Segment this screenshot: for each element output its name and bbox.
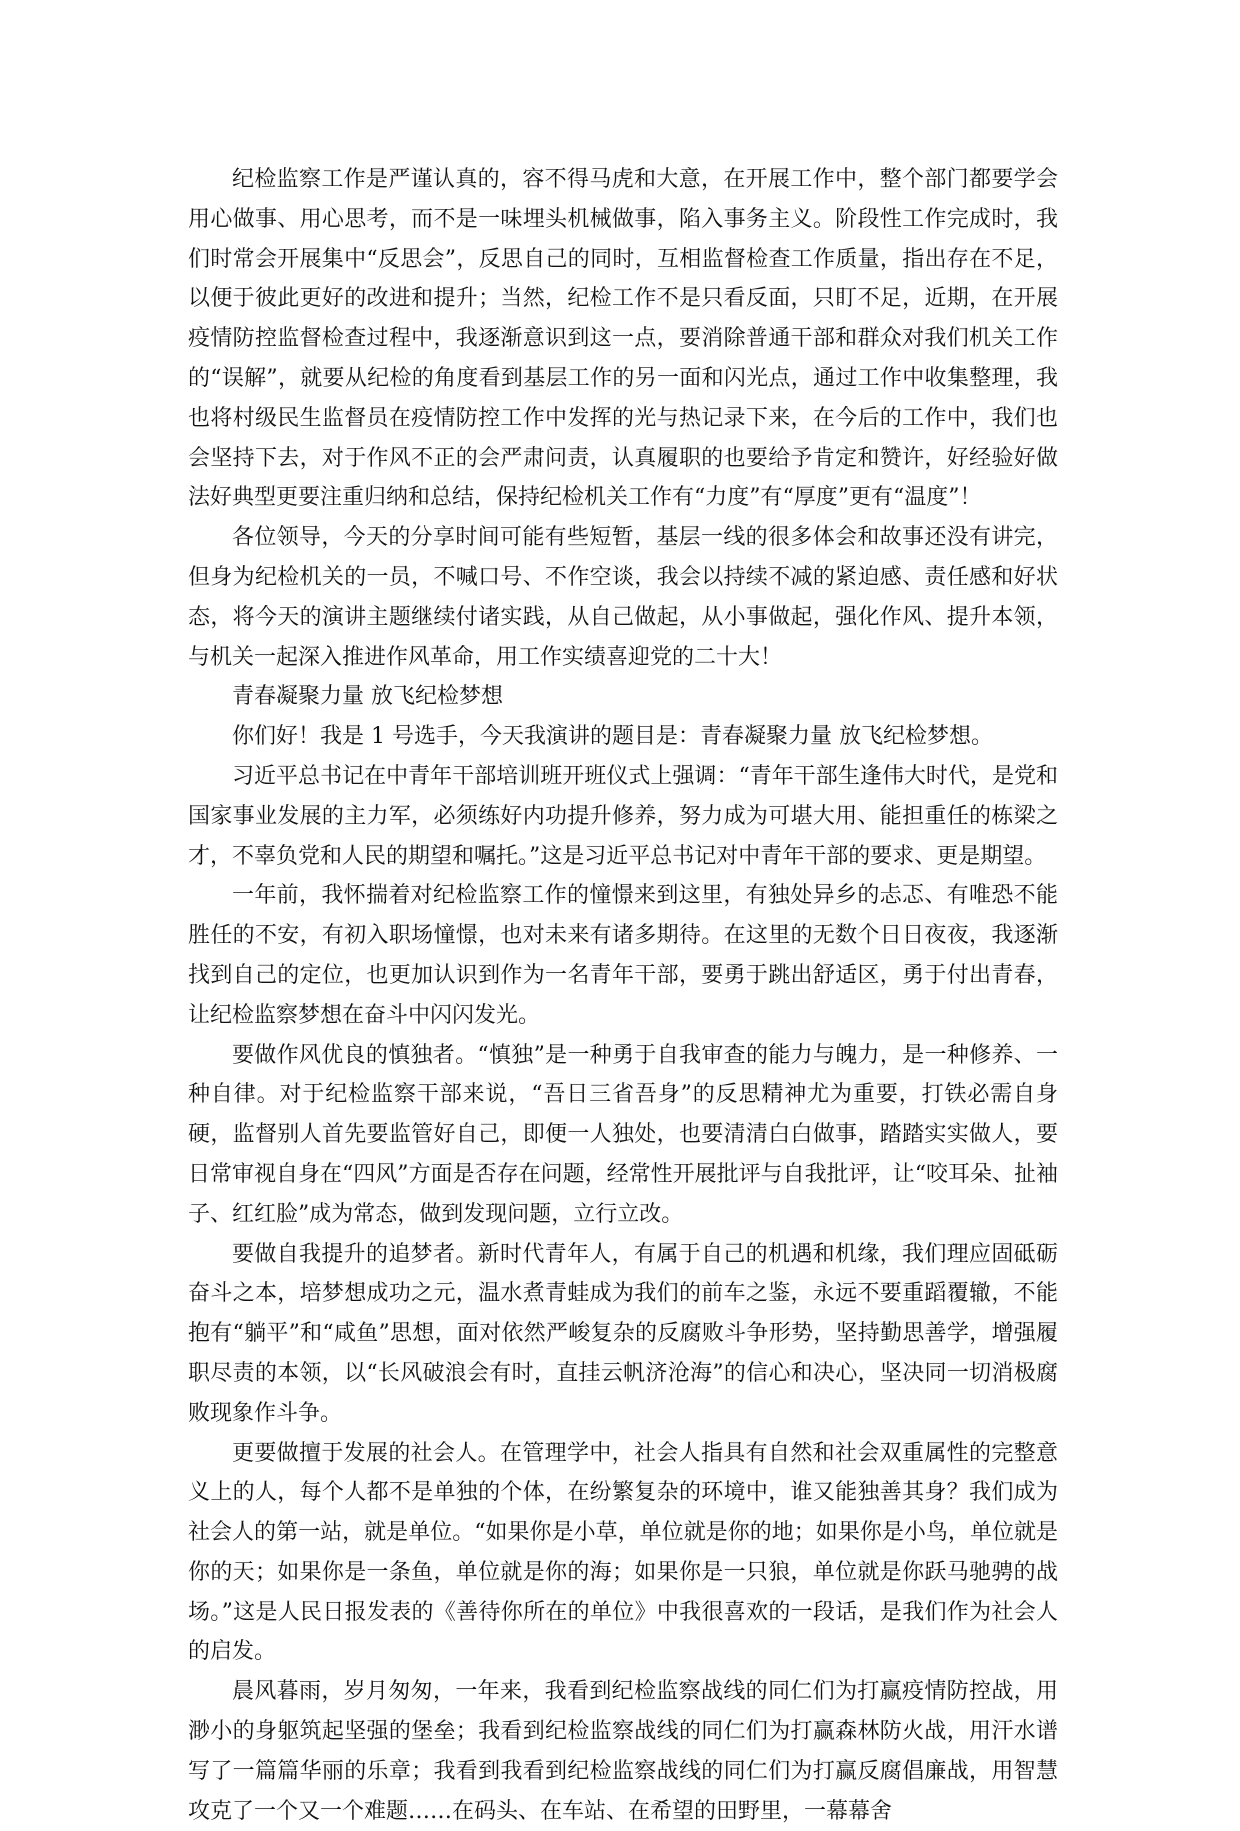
paragraph-closing: 晨风暮雨，岁月匆匆，一年来，我看到纪检监察战线的同仁们为打赢疫情防控战，用渺小的身躯筑起坚强的堡垒；我看到纪检监察战线的同仁们为打赢森林防火战，用汗水谱写了一篇篇华丽的乐章；我看到我看到纪检监察战线的同仁们为打赢反腐倡廉战，用智慧攻克了一个又一个难题……在码头、在车站、在希望的田野里，一幕幕舍 xyxy=(188,1679,1058,1824)
paragraph-quote: 习近平总书记在中青年干部培训班开班仪式上强调：“青年干部生逢伟大时代，是党和国家事业发展的主力军，必须练好内功提升修养，努力成为可堪大用、能担重任的栋梁之才，不辜负党和人民的期望和嘱托。”这是习近平总书记对中青年干部的要求、更是期望。 xyxy=(188,763,1058,869)
document-body xyxy=(188,160,1058,1831)
paragraph-greeting: 你们好！我是 1 号选手，今天我演讲的题目是：青春凝聚力量 放飞纪检梦想。 xyxy=(232,724,993,750)
speech-title: 青春凝聚力量 放飞纪检梦想 xyxy=(232,684,503,710)
paragraph-self-improvement: 要做自我提升的追梦者。新时代青年人，有属于自己的机遇和机缘，我们理应固砥砺奋斗之本，培梦想成功之元，温水煮青蛙成为我们的前车之鉴，永远不要重蹈覆辙，不能抱有“躺平”和“咸鱼”思想，面对依然严峻复杂的反腐败斗争形势，坚持勤思善学，增强履职尽责的本领，以“长风破浪会有时，直挂云帆济沧海”的信心和决心，坚决同一切消极腐败现象作斗争。 xyxy=(188,1241,1058,1426)
paragraph-2: 各位领导，今天的分享时间可能有些短暂，基层一线的很多体会和故事还没有讲完，但身为纪检机关的一员，不喊口号、不作空谈，我会以持续不减的紧迫感、责任感和好状态，将今天的演讲主题继续付诸实践，从自己做起，从小事做起，强化作风、提升本领，与机关一起深入推进作风革命，用工作实绩喜迎党的二十大！ xyxy=(188,525,1058,670)
paragraph-social-person: 更要做擅于发展的社会人。在管理学中，社会人指具有自然和社会双重属性的完整意义上的人，每个人都不是单独的个体，在纷繁复杂的环境中，谁又能独善其身？我们成为社会人的第一站，就是单位。“如果你是小草，单位就是你的地；如果你是小鸟，单位就是你的天；如果你是一条鱼，单位就是你的海；如果你是一只狼，单位就是你跃马驰骋的战场。”这是人民日报发表的《善待你所在的单位》中我很喜欢的一段话，是我们作为社会人的启发。 xyxy=(188,1440,1059,1665)
paragraph-1: 纪检监察工作是严谨认真的，容不得马虎和大意，在开展工作中，整个部门都要学会用心做事、用心思考，而不是一味埋头机械做事，陷入事务主义。阶段性工作完成时，我们时常会开展集中“反思会”，反思自己的同时，互相监督检查工作质量，指出存在不足，以便于彼此更好的改进和提升；当然，纪检工作不是只看反面，只盯不足，近期，在开展疫情防控监督检查过程中，我逐渐意识到这一点，要消除普通干部和群众对我们机关工作的“误解”，就要从纪检的角度看到基层工作的另一面和闪光点，通过工作中收集整理，我也将村级民生监督员在疫情防控工作中发挥的光与热记录下来，在今后的工作中，我们也会坚持下去，对于作风不正的会严肃问责，认真履职的也要给予肯定和赞许，好经验好做法好典型更要注重归纳和总结，保持纪检机关工作有“力度”有“厚度”更有“温度”！ xyxy=(188,167,1058,511)
paragraph-one-year-ago: 一年前，我怀揣着对纪检监察工作的憧憬来到这里，有独处异乡的忐忑、有唯恐不能胜任的不安，有初入职场憧憬，也对未来有诸多期待。在这里的无数个日日夜夜，我逐渐找到自己的定位，也更加认识到作为一名青年干部，要勇于跳出舒适区，勇于付出青春，让纪检监察梦想在奋斗中闪闪发光。 xyxy=(188,883,1058,1028)
paragraph-self-discipline: 要做作风优良的慎独者。“慎独”是一种勇于自我审查的能力与魄力，是一种修养、一种自律。对于纪检监察干部来说，“吾日三省吾身”的反思精神尤为重要，打铁必需自身硬，监督别人首先要监管好自己，即便一人独处，也要清清白白做事，踏踏实实做人，要日常审视自身在“四风”方面是否存在问题，经常性开展批评与自我批评，让“咬耳朵、扯袖子、红红脸”成为常态，做到发现问题，立行立改。 xyxy=(188,1042,1058,1227)
